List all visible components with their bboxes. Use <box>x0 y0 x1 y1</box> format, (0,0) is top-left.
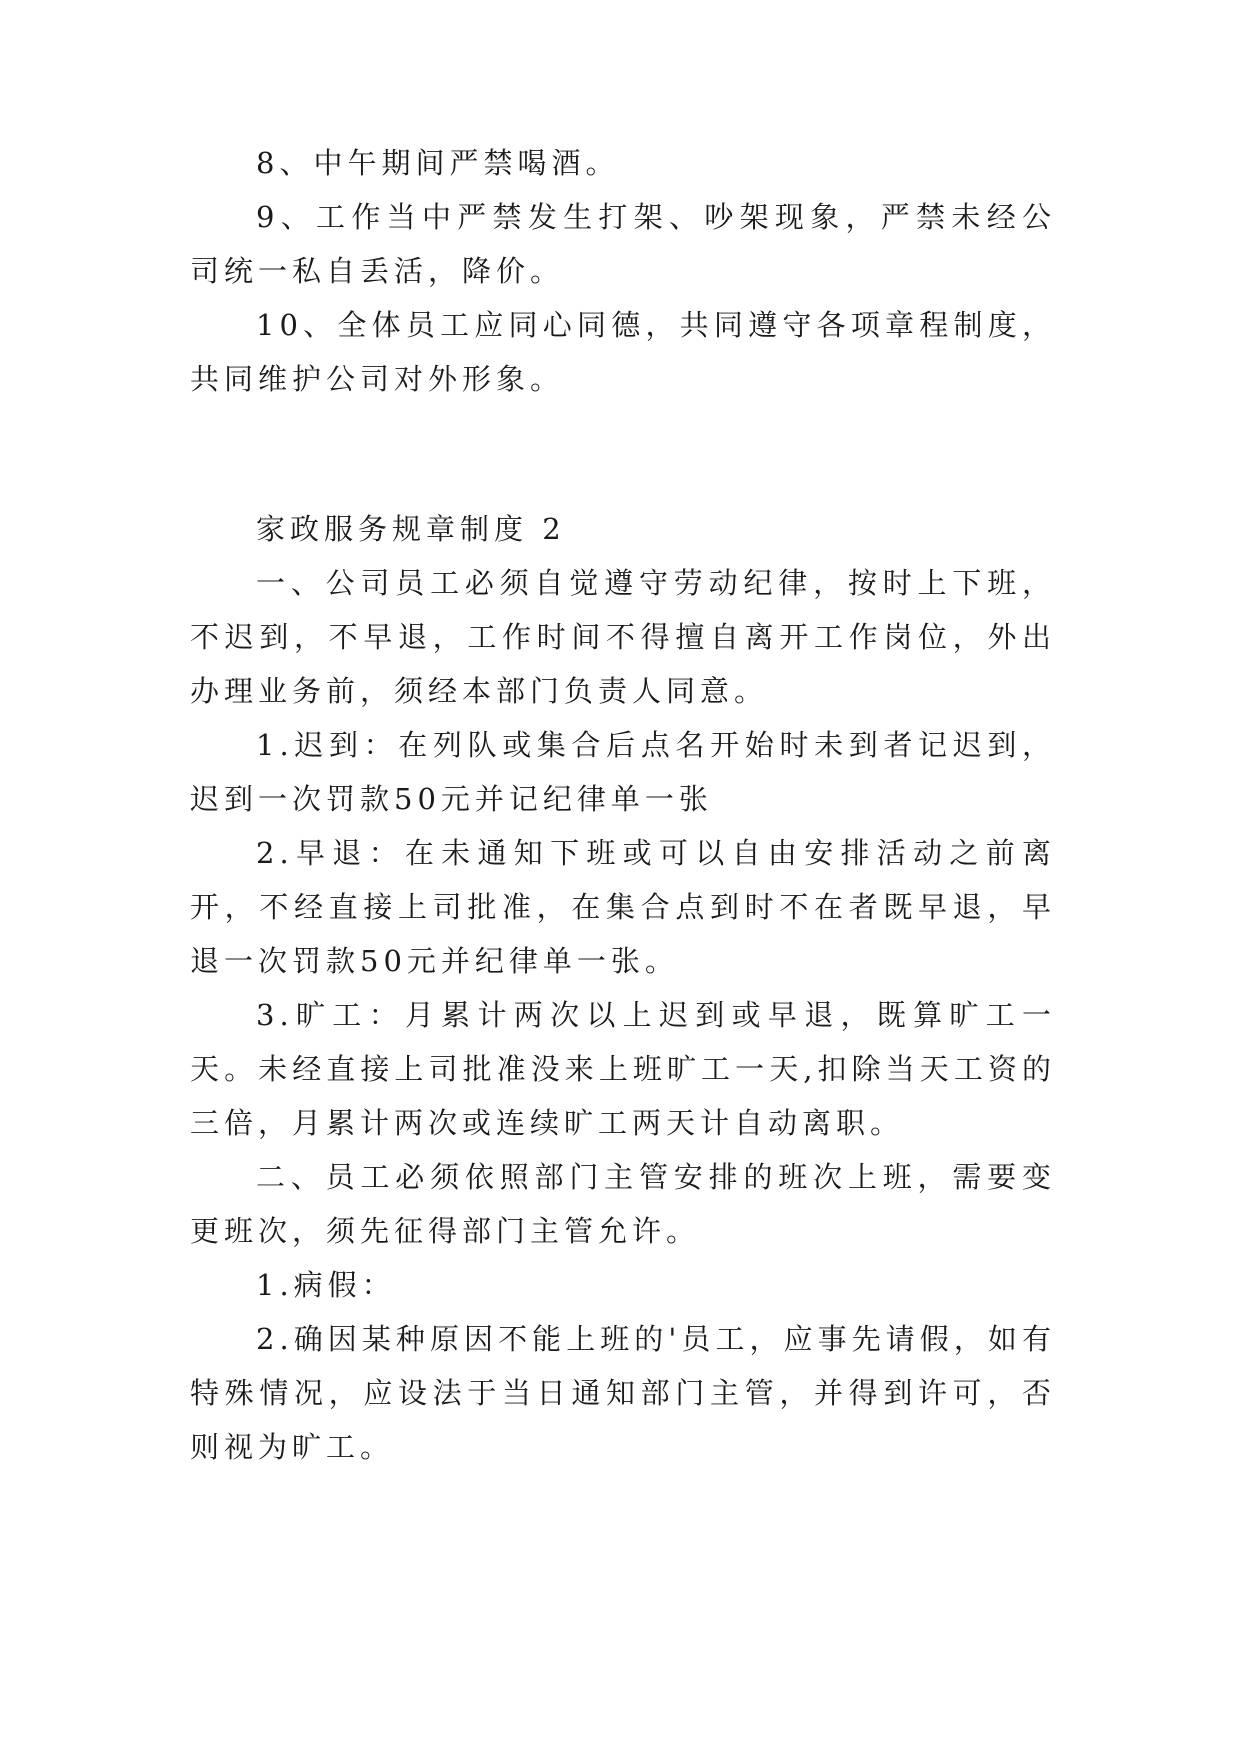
section-2 <box>190 502 1056 1474</box>
section-2-title: 家政服务规章制度 2 <box>256 512 566 546</box>
absence-rule-paragraph: 3.旷工：月累计两次以上迟到或早退，既算旷工一天。未经直接上司批准没来上班旷工一天,扣除当天工资的三倍，月累计两次或连续旷工两天计自动离职。 <box>190 998 1056 1140</box>
article-1-paragraph: 一、公司员工必须自觉遵守劳动纪律，按时上下班，不迟到，不早退，工作时间不得擅自离开工作岗位，外出办理业务前，须经本部门负责人同意。 <box>190 566 1056 708</box>
leave-request-paragraph: 2.确因某种原因不能上班的'员工，应事先请假，如有特殊情况，应设法于当日通知部门主管，并得到许可，否则视为旷工。 <box>190 1322 1056 1464</box>
sick-leave-paragraph: 1.病假： <box>256 1268 396 1302</box>
early-leave-rule-paragraph: 2.早退：在未通知下班或可以自由安排活动之前离开，不经直接上司批准，在集合点到时不在者既早退，早退一次罚款50元并纪律单一张。 <box>190 836 1056 978</box>
rule-10-paragraph: 10、全体员工应同心同德，共同遵守各项章程制度，共同维护公司对外形象。 <box>190 308 1056 396</box>
section-1 <box>190 136 1056 406</box>
article-2-paragraph: 二、员工必须依照部门主管安排的班次上班，需要变更班次，须先征得部门主管允许。 <box>190 1160 1056 1248</box>
late-rule-paragraph: 1.迟到：在列队或集合后点名开始时未到者记迟到，迟到一次罚款50元并记纪律单一张 <box>190 728 1056 816</box>
rule-8-paragraph: 8、中午期间严禁喝酒。 <box>256 146 620 180</box>
rule-9-paragraph: 9、工作当中严禁发生打架、吵架现象，严禁未经公司统一私自丢活，降价。 <box>190 200 1056 288</box>
